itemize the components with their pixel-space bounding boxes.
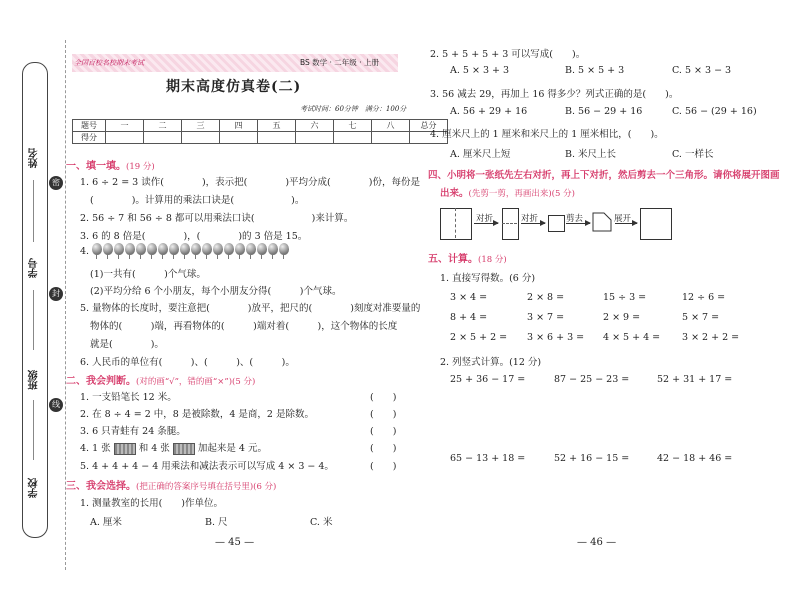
balloon-icon	[224, 243, 234, 255]
q2-4	[80, 440, 267, 455]
score-cell: 七	[334, 120, 372, 132]
balloon-icon	[246, 243, 256, 255]
q1-5a: 5. 量物体的长度时，要注意把( )放平，把尺的( )刻度对准要量的	[80, 303, 421, 314]
score-cell: 题号	[73, 120, 106, 132]
q2-4-part-b: 和 4 张	[138, 443, 170, 454]
balloon-icon	[169, 243, 179, 255]
balloon-icon	[257, 243, 267, 255]
balloon-icon	[158, 243, 168, 255]
vertical-calc-item[interactable]: 52 + 31 + 17 =	[657, 374, 733, 385]
q1-4: 4.	[80, 246, 90, 257]
folded-half	[502, 208, 519, 240]
q3-2-option-b[interactable]: B. 5 × 5 + 3	[565, 65, 625, 76]
q2-4-part-a: 4. 1 张	[80, 443, 111, 454]
vertical-calc-item[interactable]: 65 − 13 + 18 =	[450, 453, 526, 464]
balloon-icon	[213, 243, 223, 255]
balloon-icon	[114, 243, 124, 255]
section-5-heading: 五、计算。	[428, 254, 478, 265]
balloon-icon	[180, 243, 190, 255]
score-input[interactable]	[258, 132, 296, 144]
oral-item[interactable]: 2 × 8 =	[527, 292, 565, 303]
oral-item[interactable]: 4 × 5 + 4 =	[603, 332, 661, 343]
q1-1b: ( )。计算用的乘法口诀是( )。	[90, 195, 305, 206]
q2-1: 1. 一支铅笔长 12 米。	[80, 392, 177, 403]
id-line	[33, 290, 34, 350]
score-input[interactable]	[296, 132, 334, 144]
q2-5: 5. 4 + 4 + 4 − 4 用乘法和减法表示可以写成 4 × 3 − 4。	[80, 461, 334, 472]
judge-paren[interactable]: ( )	[370, 443, 397, 454]
score-row	[73, 132, 448, 144]
q3-1-option-b[interactable]: B. 尺	[205, 517, 228, 528]
oral-item[interactable]: 3 × 4 =	[450, 292, 488, 303]
section-4-heading-cont: 出来。	[440, 188, 469, 199]
score-cell: 一	[106, 120, 144, 132]
section-1-note: (19 分)	[126, 162, 155, 172]
seal-mark-2: 封	[49, 287, 63, 301]
fold-label-1: 对折	[476, 214, 494, 224]
q5-2: 2. 列竖式计算。(12 分)	[440, 357, 542, 368]
paper-square	[440, 208, 472, 240]
score-cell: 八	[372, 120, 410, 132]
score-input[interactable]	[334, 132, 372, 144]
q1-5b: 物体的( )端，再看物体的( )端对着( )，这个物体的长度	[90, 321, 398, 332]
header-meta: BS 数学 · 二年级 · 上册	[300, 58, 379, 67]
q2-2: 2. 在 8 ÷ 4 = 2 中，8 是被除数，4 是商，2 是除数。	[80, 409, 314, 420]
oral-item[interactable]: 5 × 7 =	[682, 312, 720, 323]
balloon-icon	[136, 243, 146, 255]
section-4-title-cont	[440, 185, 575, 199]
fold-label-3: 剪去	[566, 214, 584, 224]
section-1-title	[66, 157, 155, 172]
q2-3: 3. 6 只青蛙有 24 条腿。	[80, 426, 186, 437]
fold-label-4: 展开	[614, 214, 632, 224]
section-2-heading: 二、我会判断。	[66, 376, 136, 387]
score-cell: 总分	[410, 120, 448, 132]
oral-item[interactable]: 15 ÷ 3 =	[603, 292, 647, 303]
balloon-icon	[125, 243, 135, 255]
q5-1: 1. 直接写得数。(6 分)	[440, 273, 536, 284]
section-4-note: (先剪一剪，再画出来)(5 分)	[468, 189, 575, 199]
score-input[interactable]	[106, 132, 144, 144]
q3-2: 2. 5 + 5 + 5 + 3 可以写成( )。	[430, 49, 586, 60]
oral-item[interactable]: 2 × 5 + 2 =	[450, 332, 508, 343]
balloon-icon	[103, 243, 113, 255]
q2-4-part-c: 加起来是 4 元。	[197, 443, 267, 454]
q3-2-option-c[interactable]: C. 5 × 3 − 3	[672, 65, 732, 76]
score-cell: 二	[144, 120, 182, 132]
class-label: 班级	[29, 370, 40, 390]
vertical-calc-item[interactable]: 52 + 16 − 15 =	[554, 453, 630, 464]
folded-quarter	[548, 215, 565, 232]
score-input[interactable]	[372, 132, 410, 144]
class-line	[33, 400, 34, 460]
q3-1-option-c[interactable]: C. 米	[310, 517, 333, 528]
fold-line	[502, 223, 517, 224]
q1-4b: (2)平均分给 6 个小朋友，每个小朋友分得( )个气球。	[90, 286, 342, 297]
oral-item[interactable]: 3 × 6 + 3 =	[527, 332, 585, 343]
q3-1-option-a[interactable]: A. 厘米	[90, 517, 122, 528]
q1-3: 3. 6 的 8 倍是( )，( )的 3 倍是 15。	[80, 231, 308, 242]
q3-2-option-a[interactable]: A. 5 × 3 + 3	[450, 65, 510, 76]
oral-item[interactable]: 12 ÷ 6 =	[682, 292, 726, 303]
page-number-right: — 46 —	[577, 537, 617, 548]
q3-3-option-c[interactable]: C. 56 − (29 + 16)	[672, 106, 757, 117]
judge-paren[interactable]: ( )	[370, 461, 397, 472]
seal-mark-3: 线	[49, 398, 63, 412]
q1-2: 2. 56 ÷ 7 和 56 ÷ 8 都可以用乘法口诀( )来计算。	[80, 213, 354, 224]
q3-4-option-c[interactable]: C. 一样长	[672, 149, 714, 160]
section-4-title: 四、小明将一张纸先左右对折，再上下对折，然后剪去一个三角形。请你将展开图画	[428, 170, 780, 181]
score-input[interactable]	[182, 132, 220, 144]
balloon-icon	[147, 243, 157, 255]
q3-3: 3. 56 减去 29，再加上 16 得多少？列式正确的是( )。	[430, 89, 679, 100]
q3-4-option-a[interactable]: A. 厘米尺上短	[450, 149, 511, 160]
balloon-icon	[268, 243, 278, 255]
score-cell: 六	[296, 120, 334, 132]
balloon-icon	[92, 243, 102, 255]
score-label: 得分	[73, 132, 106, 144]
section-3-note: (把正确的答案序号填在括号里)(6 分)	[136, 482, 277, 492]
section-2-note: (对的画“√”，错的画“×”)(5 分)	[136, 377, 256, 387]
fold-line	[455, 208, 456, 238]
q3-3-option-b[interactable]: B. 56 − 29 + 16	[565, 106, 643, 117]
judge-paren[interactable]: ( )	[370, 392, 397, 403]
oral-item[interactable]: 2 × 9 =	[603, 312, 641, 323]
judge-paren[interactable]: ( )	[370, 426, 397, 437]
section-3-title	[66, 477, 276, 492]
oral-item[interactable]: 8 + 4 =	[450, 312, 488, 323]
balloon-group	[92, 243, 289, 255]
banknote-icon	[173, 443, 195, 455]
id-label: 学号	[29, 258, 40, 278]
fold-label-2: 对折	[521, 214, 539, 224]
answer-square[interactable]	[640, 208, 672, 240]
balloon-icon	[279, 243, 289, 255]
balloon-icon	[235, 243, 245, 255]
vertical-calc-item[interactable]: 25 + 36 − 17 =	[450, 374, 526, 385]
score-table	[72, 119, 448, 144]
judge-paren[interactable]: ( )	[370, 409, 397, 420]
exam-info: 考试时间：60分钟 满分：100分	[300, 105, 407, 113]
series-name: 全国百校名校期末考试	[74, 59, 144, 67]
balloon-icon	[191, 243, 201, 255]
section-3-heading: 三、我会选择。	[66, 481, 136, 492]
q3-4: 4. 厘米尺上的 1 厘米和米尺上的 1 厘米相比，( )。	[430, 129, 664, 140]
section-2-title	[66, 372, 255, 387]
page-number-left: — 45 —	[215, 537, 255, 548]
balloon-icon	[202, 243, 212, 255]
seal-mark-1: 密	[49, 176, 63, 190]
q3-4-option-b[interactable]: B. 米尺上长	[565, 149, 617, 160]
oral-item[interactable]: 3 × 2 + 2 =	[682, 332, 740, 343]
score-cell: 三	[182, 120, 220, 132]
score-input[interactable]	[220, 132, 258, 144]
score-header-row	[73, 120, 448, 132]
q3-1: 1. 测量教室的长用( )作单位。	[80, 498, 223, 509]
oral-item[interactable]: 3 × 7 =	[527, 312, 565, 323]
q1-1: 1. 6 ÷ 2 = 3 读作( )，表示把( )平均分成( )份，每份是	[80, 177, 420, 188]
score-cell: 五	[258, 120, 296, 132]
q1-6: 6. 人民币的单位有( )、( )、( )。	[80, 357, 295, 368]
section-5-title	[428, 250, 507, 265]
page-title: 期末高度仿真卷(二)	[166, 79, 302, 95]
q1-5c: 就是( )。	[90, 339, 164, 350]
section-5-note: (18 分)	[478, 255, 507, 265]
score-cell: 四	[220, 120, 258, 132]
vertical-calc-item[interactable]: 42 − 18 + 46 =	[657, 453, 733, 464]
cut-quarter-icon	[592, 212, 612, 232]
school-label: 学校	[29, 478, 40, 498]
q3-3-option-a[interactable]: A. 56 + 29 + 16	[450, 106, 528, 117]
name-label: 姓名	[29, 148, 40, 168]
vertical-calc-item[interactable]: 87 − 25 − 23 =	[554, 374, 630, 385]
q1-4a: (1)一共有( )个气球。	[90, 269, 206, 280]
name-line	[33, 180, 34, 242]
score-input[interactable]	[144, 132, 182, 144]
section-1-heading: 一、填一填。	[66, 161, 126, 172]
banknote-icon	[114, 443, 136, 455]
binding-strip	[22, 62, 48, 538]
